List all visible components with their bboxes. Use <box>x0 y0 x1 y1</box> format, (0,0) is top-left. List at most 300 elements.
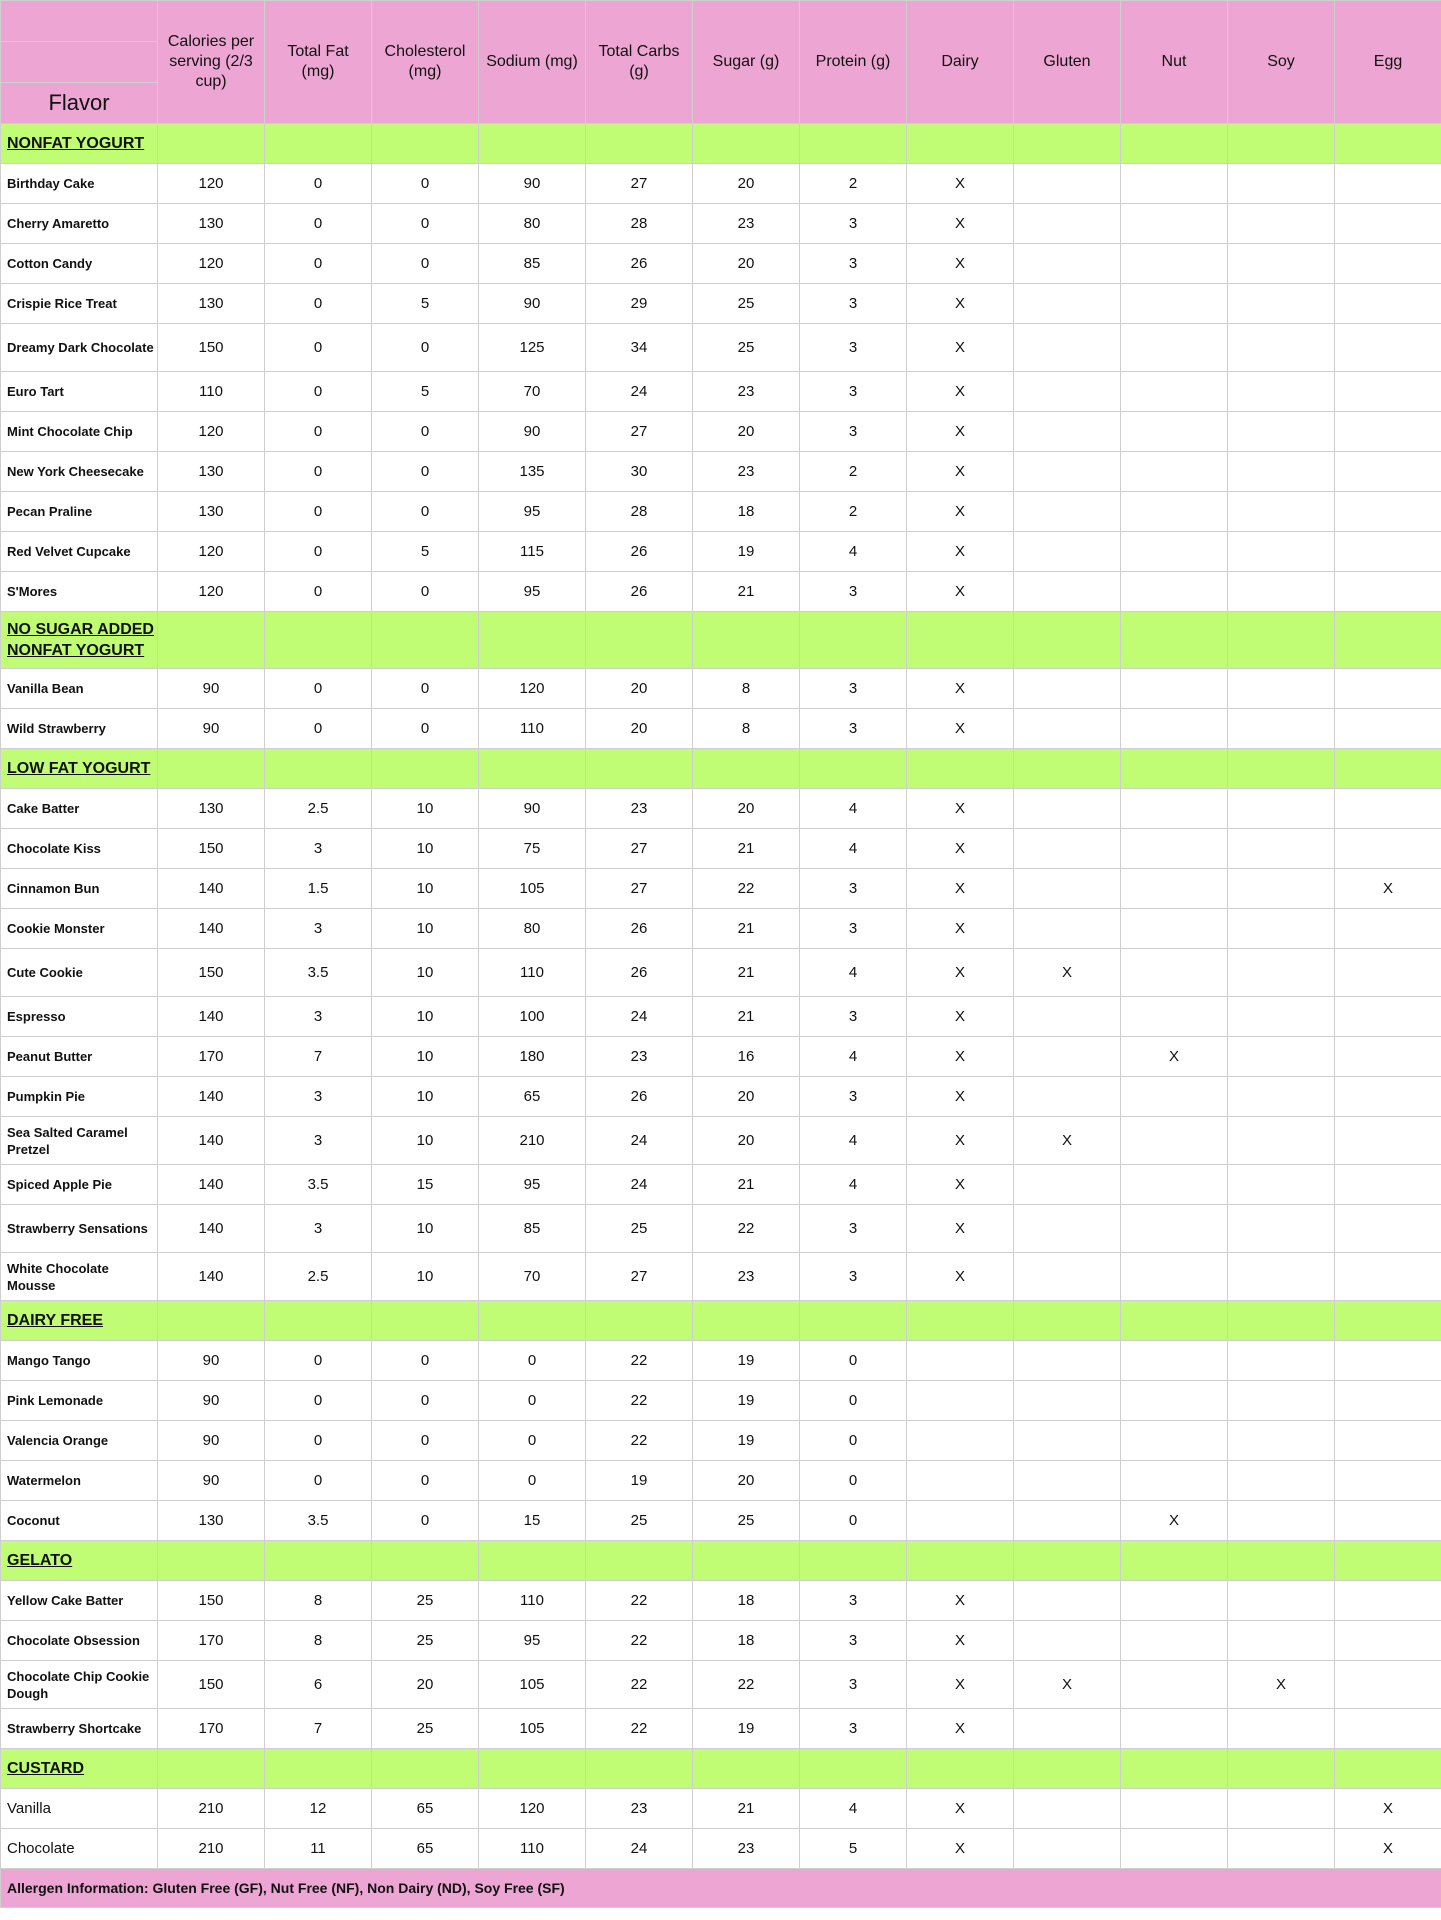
cell-total-carbs-g: 22 <box>586 1661 693 1709</box>
cell-total-carbs-g: 27 <box>586 164 693 204</box>
table-row <box>1 1789 1441 1829</box>
cell-nut <box>1121 492 1228 532</box>
cell-cholesterol-mg: 10 <box>372 1253 479 1301</box>
cell-sugar-g: 19 <box>693 1341 800 1381</box>
cell-sugar-g: 23 <box>693 1829 800 1869</box>
cell-soy <box>1228 532 1335 572</box>
cell-protein-g: 2 <box>800 492 907 532</box>
cell-soy <box>1228 669 1335 709</box>
cell-total-fat-mg: 0 <box>265 452 372 492</box>
cell-egg <box>1335 492 1441 532</box>
cell-total-fat-mg: 0 <box>265 204 372 244</box>
category-row-dairy-free <box>1 1301 1441 1341</box>
cell-sugar-g: 20 <box>693 1461 800 1501</box>
category-blank-cell <box>800 124 907 164</box>
cell-nut <box>1121 1421 1228 1461</box>
category-blank-cell <box>1014 612 1121 669</box>
cell-cholesterol-mg: 5 <box>372 372 479 412</box>
category-blank-cell <box>800 612 907 669</box>
cell-gluten: X <box>1014 949 1121 997</box>
category-blank-cell <box>800 1749 907 1789</box>
cell-nut <box>1121 1789 1228 1829</box>
cell-sugar-g: 20 <box>693 164 800 204</box>
cell-total-fat-mg: 3 <box>265 1077 372 1117</box>
category-blank-cell <box>158 1749 265 1789</box>
category-blank-cell <box>158 124 265 164</box>
cell-total-fat-mg: 0 <box>265 372 372 412</box>
cell-soy <box>1228 412 1335 452</box>
cell-egg <box>1335 164 1441 204</box>
cell-dairy: X <box>907 1077 1014 1117</box>
cell-egg: X <box>1335 869 1441 909</box>
cell-protein-g: 3 <box>800 412 907 452</box>
cell-dairy: X <box>907 869 1014 909</box>
cell-protein-g: 3 <box>800 709 907 749</box>
cell-soy <box>1228 492 1335 532</box>
category-blank-cell <box>265 749 372 789</box>
cell-total-carbs-g: 24 <box>586 1165 693 1205</box>
cell-cholesterol-mg: 10 <box>372 909 479 949</box>
table-row <box>1 1165 1441 1205</box>
table-row <box>1 1205 1441 1253</box>
cell-dairy: X <box>907 244 1014 284</box>
cell-dairy: X <box>907 1581 1014 1621</box>
cell-dairy: X <box>907 829 1014 869</box>
cell-dairy: X <box>907 164 1014 204</box>
category-blank-cell <box>1228 1749 1335 1789</box>
cell-egg <box>1335 372 1441 412</box>
cell-egg: X <box>1335 1829 1441 1869</box>
cell-cholesterol-mg: 10 <box>372 1037 479 1077</box>
table-row <box>1 1037 1441 1077</box>
cell-protein-g: 4 <box>800 1789 907 1829</box>
table-row <box>1 997 1441 1037</box>
cell-sodium-mg: 95 <box>479 1621 586 1661</box>
category-blank-cell <box>586 1301 693 1341</box>
cell-cholesterol-mg: 0 <box>372 492 479 532</box>
cell-sodium-mg: 120 <box>479 1789 586 1829</box>
cell-gluten <box>1014 372 1121 412</box>
category-blank-cell <box>372 612 479 669</box>
cell-protein-g: 3 <box>800 1709 907 1749</box>
table-row <box>1 1077 1441 1117</box>
flavor-name-yellow-cake-batter: Yellow Cake Batter <box>1 1581 158 1621</box>
cell-soy <box>1228 1165 1335 1205</box>
cell-egg <box>1335 1461 1441 1501</box>
cell-calories-per-serving-2-3-cup: 90 <box>158 709 265 749</box>
cell-protein-g: 4 <box>800 532 907 572</box>
cell-dairy: X <box>907 1789 1014 1829</box>
cell-sodium-mg: 120 <box>479 669 586 709</box>
category-blank-cell <box>158 612 265 669</box>
category-blank-cell <box>693 1301 800 1341</box>
cell-total-fat-mg: 0 <box>265 164 372 204</box>
cell-total-carbs-g: 26 <box>586 949 693 997</box>
category-blank-cell <box>1014 1541 1121 1581</box>
cell-total-fat-mg: 3 <box>265 829 372 869</box>
cell-nut: X <box>1121 1501 1228 1541</box>
table-row <box>1 1117 1441 1165</box>
flavor-name-white-chocolate-mousse: White Chocolate Mousse <box>1 1253 158 1301</box>
cell-gluten <box>1014 829 1121 869</box>
column-header-nut: Nut <box>1121 1 1228 124</box>
cell-total-fat-mg: 0 <box>265 492 372 532</box>
cell-total-carbs-g: 22 <box>586 1341 693 1381</box>
cell-sodium-mg: 0 <box>479 1341 586 1381</box>
category-blank-cell <box>693 1749 800 1789</box>
cell-sugar-g: 20 <box>693 1077 800 1117</box>
cell-cholesterol-mg: 10 <box>372 949 479 997</box>
cell-protein-g: 0 <box>800 1501 907 1541</box>
footer-row <box>1 1869 1441 1908</box>
cell-total-fat-mg: 8 <box>265 1581 372 1621</box>
cell-soy <box>1228 1381 1335 1421</box>
cell-cholesterol-mg: 65 <box>372 1829 479 1869</box>
cell-protein-g: 4 <box>800 949 907 997</box>
cell-gluten <box>1014 1709 1121 1749</box>
cell-dairy <box>907 1381 1014 1421</box>
cell-protein-g: 4 <box>800 1165 907 1205</box>
cell-calories-per-serving-2-3-cup: 140 <box>158 997 265 1037</box>
cell-soy <box>1228 1205 1335 1253</box>
cell-total-carbs-g: 19 <box>586 1461 693 1501</box>
cell-calories-per-serving-2-3-cup: 140 <box>158 1165 265 1205</box>
cell-cholesterol-mg: 0 <box>372 452 479 492</box>
cell-egg <box>1335 1117 1441 1165</box>
cell-sugar-g: 21 <box>693 949 800 997</box>
category-blank-cell <box>1335 1301 1441 1341</box>
cell-sugar-g: 23 <box>693 452 800 492</box>
cell-sugar-g: 25 <box>693 284 800 324</box>
table-row <box>1 909 1441 949</box>
flavor-name-crispie-rice-treat: Crispie Rice Treat <box>1 284 158 324</box>
cell-calories-per-serving-2-3-cup: 130 <box>158 284 265 324</box>
category-blank-cell <box>372 1301 479 1341</box>
column-header-protein-g: Protein (g) <box>800 1 907 124</box>
flavor-name-cherry-amaretto: Cherry Amaretto <box>1 204 158 244</box>
cell-nut <box>1121 164 1228 204</box>
category-blank-cell <box>586 749 693 789</box>
cell-gluten <box>1014 997 1121 1037</box>
cell-calories-per-serving-2-3-cup: 140 <box>158 1117 265 1165</box>
cell-soy <box>1228 244 1335 284</box>
cell-sodium-mg: 0 <box>479 1421 586 1461</box>
cell-nut <box>1121 372 1228 412</box>
cell-total-fat-mg: 3.5 <box>265 1165 372 1205</box>
cell-total-fat-mg: 7 <box>265 1037 372 1077</box>
cell-calories-per-serving-2-3-cup: 140 <box>158 1077 265 1117</box>
cell-dairy: X <box>907 324 1014 372</box>
cell-total-carbs-g: 27 <box>586 869 693 909</box>
category-blank-cell <box>1014 1301 1121 1341</box>
cell-calories-per-serving-2-3-cup: 140 <box>158 1253 265 1301</box>
table-row <box>1 1581 1441 1621</box>
cell-dairy: X <box>907 1661 1014 1709</box>
cell-total-carbs-g: 26 <box>586 1077 693 1117</box>
flavor-name-watermelon: Watermelon <box>1 1461 158 1501</box>
cell-calories-per-serving-2-3-cup: 140 <box>158 869 265 909</box>
category-blank-cell <box>1335 1749 1441 1789</box>
allergen-info-note: Allergen Information: Gluten Free (GF), Nut Free (NF), Non Dairy (ND), Soy Free (SF) <box>1 1869 1441 1908</box>
cell-protein-g: 3 <box>800 869 907 909</box>
cell-cholesterol-mg: 20 <box>372 1661 479 1709</box>
cell-calories-per-serving-2-3-cup: 140 <box>158 909 265 949</box>
cell-total-fat-mg: 3 <box>265 1117 372 1165</box>
cell-nut <box>1121 1829 1228 1869</box>
cell-total-fat-mg: 2.5 <box>265 789 372 829</box>
cell-sodium-mg: 210 <box>479 1117 586 1165</box>
table-row <box>1 869 1441 909</box>
category-blank-cell <box>1228 612 1335 669</box>
cell-egg <box>1335 324 1441 372</box>
category-blank-cell <box>907 749 1014 789</box>
cell-soy <box>1228 204 1335 244</box>
cell-sugar-g: 18 <box>693 1621 800 1661</box>
cell-soy <box>1228 1461 1335 1501</box>
table-row <box>1 452 1441 492</box>
cell-soy <box>1228 1789 1335 1829</box>
category-blank-cell <box>265 124 372 164</box>
cell-sugar-g: 22 <box>693 869 800 909</box>
cell-nut <box>1121 709 1228 749</box>
flavor-name-cookie-monster: Cookie Monster <box>1 909 158 949</box>
category-title: DAIRY FREE <box>1 1301 158 1341</box>
cell-cholesterol-mg: 0 <box>372 709 479 749</box>
cell-protein-g: 4 <box>800 1037 907 1077</box>
cell-sugar-g: 21 <box>693 1789 800 1829</box>
cell-egg <box>1335 572 1441 612</box>
category-blank-cell <box>1121 1301 1228 1341</box>
category-blank-cell <box>1228 1541 1335 1581</box>
flavor-name-cinnamon-bun: Cinnamon Bun <box>1 869 158 909</box>
column-header-total-fat-mg: Total Fat (mg) <box>265 1 372 124</box>
table-row <box>1 164 1441 204</box>
cell-gluten <box>1014 1421 1121 1461</box>
cell-total-carbs-g: 34 <box>586 324 693 372</box>
cell-egg <box>1335 244 1441 284</box>
cell-cholesterol-mg: 10 <box>372 997 479 1037</box>
cell-sugar-g: 16 <box>693 1037 800 1077</box>
category-blank-cell <box>1014 1749 1121 1789</box>
cell-cholesterol-mg: 25 <box>372 1709 479 1749</box>
cell-egg <box>1335 909 1441 949</box>
cell-cholesterol-mg: 0 <box>372 1461 479 1501</box>
cell-sodium-mg: 85 <box>479 244 586 284</box>
cell-calories-per-serving-2-3-cup: 210 <box>158 1829 265 1869</box>
cell-total-carbs-g: 27 <box>586 829 693 869</box>
cell-calories-per-serving-2-3-cup: 150 <box>158 1581 265 1621</box>
cell-calories-per-serving-2-3-cup: 170 <box>158 1037 265 1077</box>
cell-total-fat-mg: 3 <box>265 997 372 1037</box>
cell-total-fat-mg: 0 <box>265 1341 372 1381</box>
category-blank-cell <box>1335 749 1441 789</box>
cell-sugar-g: 20 <box>693 789 800 829</box>
cell-protein-g: 0 <box>800 1341 907 1381</box>
category-row-gelato <box>1 1541 1441 1581</box>
cell-cholesterol-mg: 10 <box>372 869 479 909</box>
cell-calories-per-serving-2-3-cup: 130 <box>158 204 265 244</box>
cell-gluten <box>1014 284 1121 324</box>
category-blank-cell <box>693 124 800 164</box>
cell-protein-g: 3 <box>800 997 907 1037</box>
cell-total-fat-mg: 7 <box>265 1709 372 1749</box>
cell-cholesterol-mg: 0 <box>372 1341 479 1381</box>
cell-sugar-g: 18 <box>693 492 800 532</box>
column-header-sugar-g: Sugar (g) <box>693 1 800 124</box>
cell-egg <box>1335 1341 1441 1381</box>
cell-nut <box>1121 1341 1228 1381</box>
cell-nut <box>1121 1621 1228 1661</box>
cell-cholesterol-mg: 5 <box>372 532 479 572</box>
cell-cholesterol-mg: 10 <box>372 789 479 829</box>
cell-sugar-g: 23 <box>693 372 800 412</box>
header-row-1 <box>1 1 1441 42</box>
cell-dairy: X <box>907 997 1014 1037</box>
flavor-name-vanilla-bean: Vanilla Bean <box>1 669 158 709</box>
cell-protein-g: 3 <box>800 1621 907 1661</box>
flavor-name-sea-salted-caramel-pretzel: Sea Salted Caramel Pretzel <box>1 1117 158 1165</box>
cell-calories-per-serving-2-3-cup: 150 <box>158 324 265 372</box>
cell-total-fat-mg: 0 <box>265 669 372 709</box>
cell-nut <box>1121 412 1228 452</box>
table-row <box>1 1421 1441 1461</box>
cell-sugar-g: 23 <box>693 1253 800 1301</box>
column-header-total-carbs-g: Total Carbs (g) <box>586 1 693 124</box>
cell-sugar-g: 19 <box>693 1709 800 1749</box>
cell-total-carbs-g: 26 <box>586 572 693 612</box>
table-row <box>1 372 1441 412</box>
cell-sodium-mg: 95 <box>479 572 586 612</box>
column-header-soy: Soy <box>1228 1 1335 124</box>
cell-gluten <box>1014 1461 1121 1501</box>
cell-calories-per-serving-2-3-cup: 90 <box>158 1341 265 1381</box>
cell-gluten <box>1014 1205 1121 1253</box>
cell-sodium-mg: 110 <box>479 1581 586 1621</box>
cell-total-fat-mg: 3 <box>265 1205 372 1253</box>
cell-dairy <box>907 1341 1014 1381</box>
cell-protein-g: 2 <box>800 452 907 492</box>
cell-cholesterol-mg: 0 <box>372 669 479 709</box>
flavor-name-chocolate-chip-cookie-dough: Chocolate Chip Cookie Dough <box>1 1661 158 1709</box>
cell-dairy: X <box>907 1709 1014 1749</box>
category-blank-cell <box>372 1541 479 1581</box>
cell-nut <box>1121 997 1228 1037</box>
cell-dairy: X <box>907 492 1014 532</box>
cell-calories-per-serving-2-3-cup: 110 <box>158 372 265 412</box>
cell-sugar-g: 25 <box>693 1501 800 1541</box>
cell-cholesterol-mg: 10 <box>372 1205 479 1253</box>
cell-protein-g: 3 <box>800 572 907 612</box>
cell-cholesterol-mg: 0 <box>372 572 479 612</box>
cell-sodium-mg: 80 <box>479 909 586 949</box>
category-title: CUSTARD <box>1 1749 158 1789</box>
cell-egg <box>1335 1709 1441 1749</box>
cell-total-fat-mg: 0 <box>265 1461 372 1501</box>
cell-soy <box>1228 1037 1335 1077</box>
cell-gluten <box>1014 1501 1121 1541</box>
cell-gluten <box>1014 869 1121 909</box>
cell-total-fat-mg: 0 <box>265 709 372 749</box>
flavor-name-spiced-apple-pie: Spiced Apple Pie <box>1 1165 158 1205</box>
cell-soy <box>1228 284 1335 324</box>
cell-total-carbs-g: 26 <box>586 909 693 949</box>
cell-total-fat-mg: 3 <box>265 909 372 949</box>
flavor-name-strawberry-sensations: Strawberry Sensations <box>1 1205 158 1253</box>
cell-soy <box>1228 909 1335 949</box>
category-blank-cell <box>1335 1541 1441 1581</box>
cell-gluten <box>1014 1581 1121 1621</box>
cell-protein-g: 3 <box>800 1205 907 1253</box>
cell-sugar-g: 18 <box>693 1581 800 1621</box>
cell-cholesterol-mg: 0 <box>372 244 479 284</box>
cell-calories-per-serving-2-3-cup: 120 <box>158 572 265 612</box>
cell-gluten <box>1014 244 1121 284</box>
cell-protein-g: 3 <box>800 1581 907 1621</box>
cell-sodium-mg: 105 <box>479 1661 586 1709</box>
category-blank-cell <box>372 1749 479 1789</box>
category-blank-cell <box>907 1749 1014 1789</box>
category-blank-cell <box>586 1749 693 1789</box>
cell-total-carbs-g: 22 <box>586 1421 693 1461</box>
cell-gluten <box>1014 572 1121 612</box>
category-blank-cell <box>586 612 693 669</box>
cell-total-fat-mg: 8 <box>265 1621 372 1661</box>
cell-sodium-mg: 90 <box>479 789 586 829</box>
cell-dairy: X <box>907 372 1014 412</box>
cell-egg <box>1335 829 1441 869</box>
flavor-name-s-mores: S'Mores <box>1 572 158 612</box>
cell-sugar-g: 21 <box>693 572 800 612</box>
cell-nut <box>1121 572 1228 612</box>
category-blank-cell <box>693 1541 800 1581</box>
category-blank-cell <box>479 1749 586 1789</box>
category-blank-cell <box>265 1301 372 1341</box>
cell-calories-per-serving-2-3-cup: 150 <box>158 829 265 869</box>
flavor-name-peanut-butter: Peanut Butter <box>1 1037 158 1077</box>
table-row <box>1 1829 1441 1869</box>
cell-total-carbs-g: 20 <box>586 709 693 749</box>
cell-egg <box>1335 949 1441 997</box>
cell-protein-g: 4 <box>800 1117 907 1165</box>
table-row <box>1 1709 1441 1749</box>
category-blank-cell <box>479 749 586 789</box>
cell-dairy: X <box>907 572 1014 612</box>
cell-cholesterol-mg: 0 <box>372 1421 479 1461</box>
table-row <box>1 572 1441 612</box>
cell-sodium-mg: 90 <box>479 412 586 452</box>
cell-gluten <box>1014 709 1121 749</box>
cell-calories-per-serving-2-3-cup: 90 <box>158 1381 265 1421</box>
table-row <box>1 204 1441 244</box>
cell-dairy: X <box>907 709 1014 749</box>
cell-egg <box>1335 1381 1441 1421</box>
cell-soy <box>1228 1117 1335 1165</box>
cell-total-fat-mg: 3.5 <box>265 1501 372 1541</box>
cell-total-fat-mg: 11 <box>265 1829 372 1869</box>
cell-gluten <box>1014 164 1121 204</box>
category-blank-cell <box>479 1301 586 1341</box>
cell-cholesterol-mg: 10 <box>372 829 479 869</box>
table-row <box>1 532 1441 572</box>
table-row <box>1 412 1441 452</box>
cell-sodium-mg: 100 <box>479 997 586 1037</box>
cell-sugar-g: 19 <box>693 1381 800 1421</box>
cell-total-carbs-g: 22 <box>586 1381 693 1421</box>
cell-nut <box>1121 204 1228 244</box>
cell-total-fat-mg: 0 <box>265 324 372 372</box>
cell-dairy: X <box>907 789 1014 829</box>
cell-sodium-mg: 115 <box>479 532 586 572</box>
